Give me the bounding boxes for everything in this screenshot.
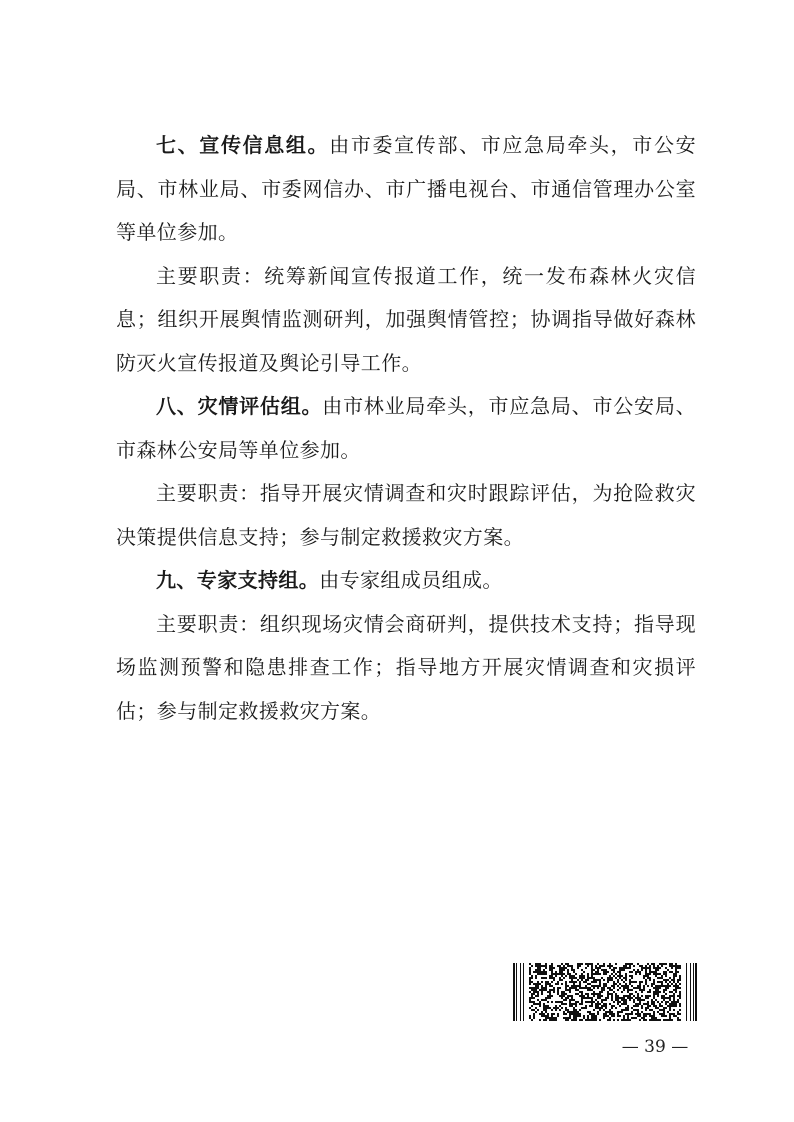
- section-7-heading: 七、宣传信息组。: [156, 133, 330, 157]
- section-7-duties-text: 主要职责：统筹新闻宣传报道工作，统一发布森林火灾信息；组织开展舆情监测研判，加强舆情管控；协调指导做好森林防灭火宣传报道及舆论引导工作。: [116, 263, 696, 375]
- section-9-duties-text: 主要职责：组织现场灾情会商研判，提供技术支持；指导现场监测预警和隐患排查工作；指导地方开展灾情调查和灾损评估；参与制定救援救灾方案。: [116, 611, 696, 723]
- document-body: [116, 124, 696, 733]
- section-8-text: 由市林业局牵头，市应急局、市公安局、市森林公安局等单位参加。: [116, 394, 697, 462]
- section-8-paragraph: [116, 385, 696, 472]
- section-7-paragraph: [116, 124, 696, 255]
- page-number: — 39 —: [621, 1037, 689, 1057]
- section-9-duties: [116, 603, 696, 734]
- section-8-duties: [116, 472, 696, 559]
- section-7-text: 由市委宣传部、市应急局牵头，市公安局、市林业局、市委网信办、市广播电视台、市通信管理办公室等单位参加。: [116, 133, 696, 244]
- section-9-paragraph: [116, 559, 696, 603]
- section-9-heading: 九、专家支持组。: [156, 568, 320, 592]
- section-8-heading: 八、灾情评估组。: [156, 394, 323, 418]
- barcode-image: [513, 963, 697, 1021]
- section-9-text: 由专家组成员组成。: [319, 568, 503, 592]
- section-7-duties: [116, 255, 696, 386]
- section-8-duties-text: 主要职责：指导开展灾情调查和灾时跟踪评估，为抢险救灾决策提供信息支持；参与制定救援救灾方案。: [116, 481, 696, 549]
